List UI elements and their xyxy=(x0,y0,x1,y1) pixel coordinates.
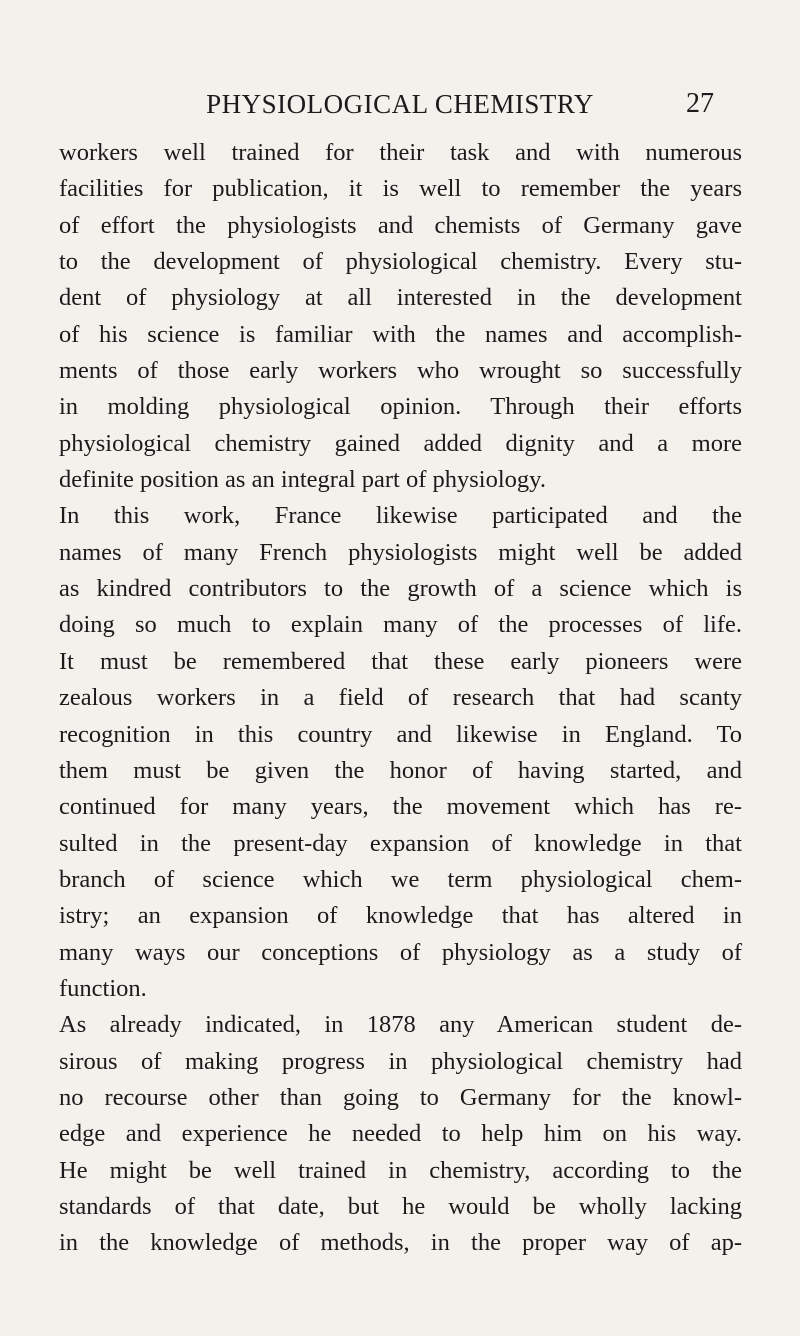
text-line: He might be well trained in chemistry, according to the xyxy=(59,1156,742,1184)
text-line: definite position as an integral part of physiology. xyxy=(59,466,546,494)
text-line: It must be remembered that these early pioneers were xyxy=(59,647,742,675)
text-line: ments of those early workers who wrought so successfully xyxy=(59,357,742,385)
text-line: zealous workers in a field of research that had scanty xyxy=(59,684,742,712)
body-text xyxy=(59,135,742,1262)
text-line: doing so much to explain many of the processes of life. xyxy=(59,611,742,639)
text-line: standards of that date, but he would be wholly lacking xyxy=(59,1192,742,1220)
text-line: continued for many years, the movement which has re- xyxy=(59,793,742,821)
text-line: of his science is familiar with the names and accomplish- xyxy=(59,320,742,348)
text-line: As already indicated, in 1878 any American student de- xyxy=(59,1011,742,1039)
text-line: edge and experience he needed to help him on his way. xyxy=(59,1120,742,1148)
text-line: no recourse other than going to Germany for the knowl- xyxy=(59,1083,742,1111)
text-line: many ways our conceptions of physiology as a study of xyxy=(59,938,742,966)
text-line: dent of physiology at all interested in the development xyxy=(59,284,742,312)
text-line: them must be given the honor of having started, and xyxy=(59,756,742,784)
text-line: to the development of physiological chemistry. Every stu- xyxy=(59,248,742,276)
text-line: sulted in the present-day expansion of knowledge in that xyxy=(59,829,742,857)
text-line: names of many French physiologists might well be added xyxy=(59,538,742,566)
text-line: in molding physiological opinion. Through their efforts xyxy=(59,393,742,421)
text-line: facilities for publication, it is well to remember the years xyxy=(59,175,742,203)
page-number: 27 xyxy=(686,88,714,119)
text-line: istry; an expansion of knowledge that has altered in xyxy=(59,902,742,930)
running-title: PHYSIOLOGICAL CHEMISTRY xyxy=(206,89,594,119)
text-line: recognition in this country and likewise in England. To xyxy=(59,720,742,748)
text-line: sirous of making progress in physiological chemistry had xyxy=(59,1047,742,1075)
text-line: in the knowledge of methods, in the proper way of ap- xyxy=(59,1229,742,1257)
text-line: function. xyxy=(59,974,147,1002)
running-head xyxy=(60,84,740,124)
text-line: as kindred contributors to the growth of a science which is xyxy=(59,575,742,603)
text-line: In this work, France likewise participated and the xyxy=(59,502,742,530)
text-line: of effort the physiologists and chemists of Germany gave xyxy=(59,211,742,239)
text-line: workers well trained for their task and with numerous xyxy=(59,139,742,166)
text-line: physiological chemistry gained added dignity and a more xyxy=(59,429,742,457)
text-line: branch of science which we term physiological chem- xyxy=(59,865,742,893)
